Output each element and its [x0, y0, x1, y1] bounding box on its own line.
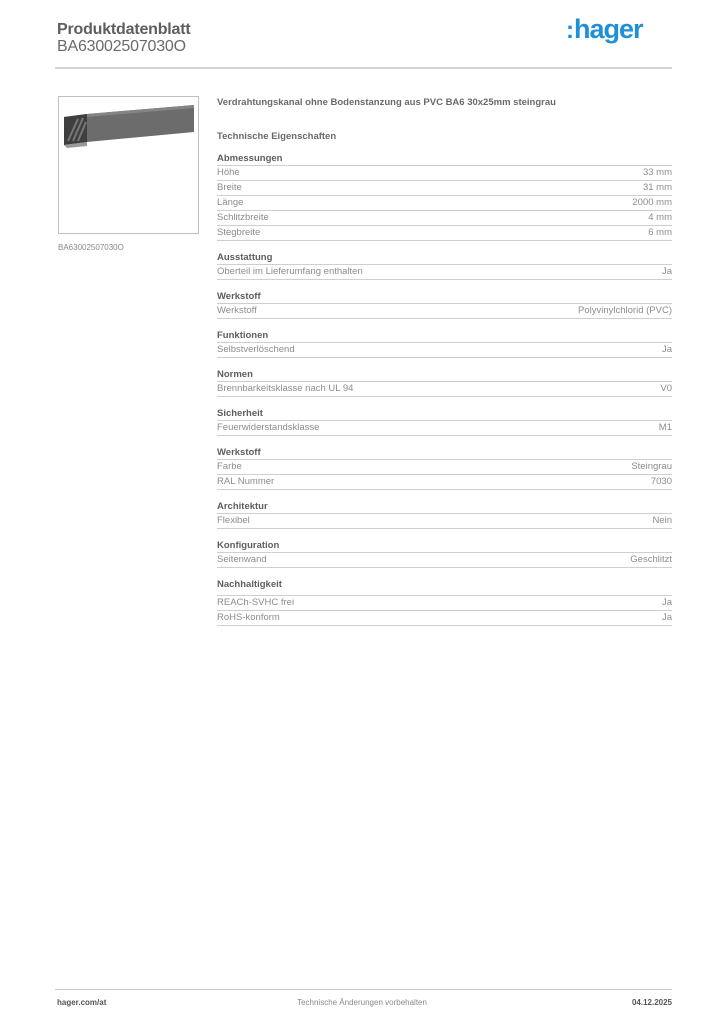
cable-duct-icon — [59, 97, 200, 235]
spec-label: Werkstoff — [217, 305, 257, 316]
footer-date: 04.12.2025 — [631, 998, 672, 1007]
image-caption: BA63002507030O — [58, 243, 124, 252]
spec-label: Flexibel — [217, 515, 250, 526]
spec-label: Seitenwand — [217, 554, 267, 565]
spec-group — [217, 251, 672, 280]
spec-group — [217, 329, 672, 358]
spec-label: Länge — [217, 197, 244, 208]
spec-label: RoHS-konform — [217, 612, 280, 623]
product-code: BA63002507030O — [57, 38, 186, 55]
hager-logo — [566, 14, 643, 45]
spec-value: Ja — [661, 266, 672, 277]
header-divider — [55, 67, 672, 69]
spec-group-title: Sicherheit — [217, 407, 672, 421]
spec-content — [217, 96, 672, 626]
spec-row — [217, 421, 672, 436]
spec-row — [217, 265, 672, 280]
spec-value: V0 — [660, 383, 672, 394]
spec-label: Breite — [217, 182, 242, 193]
spec-label: Feuerwiderstandsklasse — [217, 422, 320, 433]
spec-row — [217, 211, 672, 226]
spec-row — [217, 382, 672, 397]
spec-value: Ja — [661, 597, 672, 608]
spec-group-title: Ausstattung — [217, 251, 672, 265]
spec-label: Brennbarkeitsklasse nach UL 94 — [217, 383, 354, 394]
spec-group-title: Werkstoff — [217, 290, 672, 304]
logo-text: hager — [574, 14, 643, 44]
spec-label: Schlitzbreite — [217, 212, 269, 223]
spec-value: 2000 mm — [632, 197, 672, 208]
spec-row — [217, 460, 672, 475]
footer-divider — [55, 989, 672, 990]
spec-row — [217, 181, 672, 196]
spec-groups — [217, 152, 672, 626]
spec-group — [217, 368, 672, 397]
spec-row — [217, 304, 672, 319]
spec-label: Farbe — [217, 461, 242, 472]
spec-group — [217, 539, 672, 568]
spec-row — [217, 196, 672, 211]
spec-label: Selbstverlöschend — [217, 344, 295, 355]
spec-value: Geschlitzt — [630, 554, 672, 565]
spec-group-title: Abmessungen — [217, 152, 672, 166]
spec-value: 33 mm — [642, 167, 672, 178]
spec-value: Nein — [652, 515, 672, 526]
spec-group — [217, 578, 672, 626]
spec-group-title: Normen — [217, 368, 672, 382]
spec-group-title: Funktionen — [217, 329, 672, 343]
spec-group-title: Nachhaltigkeit — [217, 578, 672, 596]
spec-label: REACh-SVHC frei — [217, 597, 295, 608]
spec-value: Ja — [661, 344, 672, 355]
spec-group-title: Konfiguration — [217, 539, 672, 553]
spec-row — [217, 166, 672, 181]
spec-row — [217, 596, 672, 611]
spec-value: 31 mm — [642, 182, 672, 193]
spec-value: 7030 — [650, 476, 672, 487]
spec-value: 6 mm — [648, 227, 672, 238]
spec-label: Stegbreite — [217, 227, 261, 238]
spec-group-title: Werkstoff — [217, 446, 672, 460]
footer-disclaimer: Technische Änderungen vorbehalten — [297, 998, 427, 1007]
spec-value: 4 mm — [648, 212, 672, 223]
spec-group — [217, 446, 672, 490]
product-image — [58, 96, 199, 234]
spec-label: Oberteil im Lieferumfang enthalten — [217, 266, 363, 277]
spec-group — [217, 152, 672, 241]
logo-colon-icon: : — [566, 17, 573, 44]
spec-group — [217, 500, 672, 529]
spec-row — [217, 343, 672, 358]
spec-row — [217, 553, 672, 568]
spec-row — [217, 475, 672, 490]
spec-value: Polyvinylchlorid (PVC) — [578, 305, 672, 316]
product-description: Verdrahtungskanal ohne Bodenstanzung aus PVC BA6 30x25mm steingrau — [217, 97, 556, 108]
spec-row — [217, 514, 672, 529]
spec-group — [217, 290, 672, 319]
spec-value: Steingrau — [631, 461, 672, 472]
spec-group-title: Architektur — [217, 500, 672, 514]
spec-value: M1 — [658, 422, 672, 433]
spec-group — [217, 407, 672, 436]
page-title: Produktdatenblatt — [57, 21, 191, 38]
footer-website[interactable]: hager.com/at — [57, 998, 107, 1007]
spec-label: Höhe — [217, 167, 240, 178]
section-title: Technische Eigenschaften — [217, 131, 337, 142]
spec-row — [217, 611, 672, 626]
spec-value: Ja — [661, 612, 672, 623]
spec-row — [217, 226, 672, 241]
spec-label: RAL Nummer — [217, 476, 275, 487]
